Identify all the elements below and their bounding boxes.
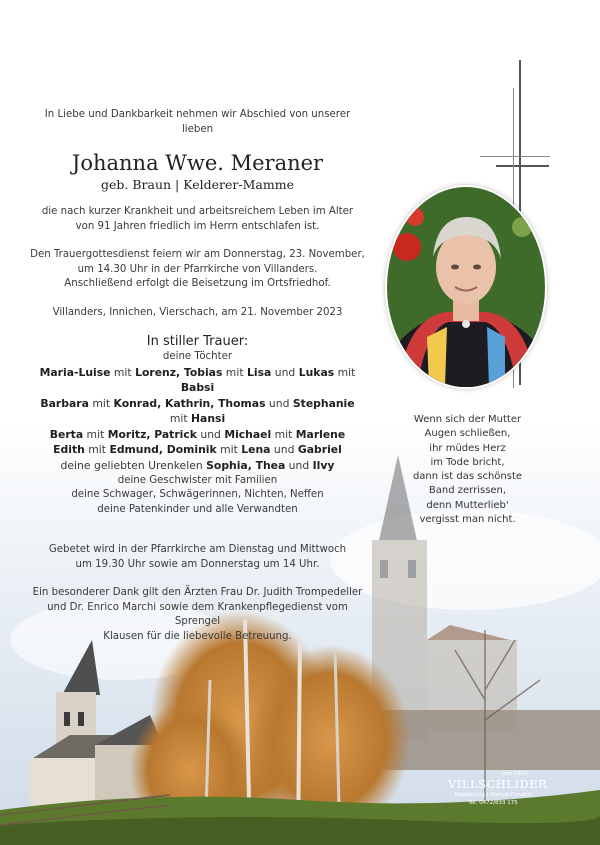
family-line	[30, 442, 365, 458]
quote-line: dann ist das schönste	[412, 471, 523, 483]
family-name: Babsi	[180, 381, 215, 395]
family-name: Konrad, Kathrin, Thomas	[113, 396, 266, 410]
family-connector: mit	[83, 427, 108, 441]
family-line	[30, 427, 365, 443]
family-connector: mit	[222, 365, 247, 379]
service-text-line: um 14.30 Uhr in der Pfarrkirche von Villanders.	[77, 263, 318, 275]
family-connector: mit	[88, 396, 114, 410]
quote-line: vergisst man nicht.	[419, 514, 516, 526]
other-mourner: deine Patenkinder und alle Verwandten	[97, 503, 298, 515]
thanks-text-line: Ein besonderer Dank gilt den Ärzten Frau Dr. Judith Trompedeller	[32, 587, 363, 599]
quote-line: Band zerrissen,	[428, 485, 507, 497]
family-name: Lena	[241, 443, 271, 457]
family-name: Sophia, Thea	[206, 459, 286, 473]
family-connector: und	[285, 459, 313, 473]
death-text-line: von 91 Jahren friedlich im Herrn entschlafen ist.	[75, 220, 320, 232]
thanks-text	[30, 586, 365, 644]
birth-name: geb. Braun | Kelderer-Mamme	[101, 177, 294, 192]
place-date: Villanders, Innichen, Vierschach, am 21. November 2023	[52, 306, 343, 318]
quote-line: Wenn sich der Mutter	[413, 414, 522, 425]
thanks-text-line: Klausen für die liebevolle Betreuung.	[103, 630, 292, 642]
family-name: Michael	[224, 427, 272, 441]
family-name: Berta	[49, 427, 84, 441]
family-connector: und	[265, 396, 293, 410]
family-list	[30, 365, 365, 474]
family-name: Ilvy	[312, 459, 335, 473]
family-connector: und	[196, 427, 225, 441]
cross-horizontal-line	[496, 165, 549, 167]
portrait-illustration	[387, 187, 545, 387]
mourners-heading: In stiller Trauer:	[146, 334, 249, 349]
prayer-text-line: Gebetet wird in der Pfarrkirche am Dienstag und Mittwoch	[48, 544, 347, 556]
family-connector: und	[271, 365, 299, 379]
family-connector: mit	[216, 443, 242, 457]
family-name: Maria-Luise	[39, 365, 111, 379]
funeral-home-logo	[448, 771, 548, 807]
family-name: Stephanie	[292, 396, 355, 410]
quote-line: Augen schließen,	[424, 428, 511, 440]
family-name: Edith	[53, 443, 85, 457]
family-connector: mit	[271, 427, 296, 441]
obituary-text	[30, 108, 365, 644]
family-connector: und	[270, 443, 298, 457]
service-text-line: Anschließend erfolgt die Beisetzung im Ortsfriedhof.	[64, 278, 331, 289]
quote-line: ihr müdes Herz	[429, 442, 506, 454]
thanks-text-line: und Dr. Enrico Marchi sowie dem Krankenpflegedienst vom Sprengel	[47, 601, 348, 628]
deceased-name: Johanna Wwe. Meraner	[71, 151, 324, 175]
family-connector: deine geliebten Urenkelen	[60, 459, 207, 473]
service-text-line: Den Trauergottesdienst feiern wir am Donnerstag, 23. November,	[30, 249, 365, 260]
family-name: Lorenz, Tobias	[135, 365, 223, 379]
portrait-photo	[387, 187, 545, 387]
family-line	[30, 365, 365, 396]
family-name: Gabriel	[297, 443, 342, 457]
other-mourner: deine Geschwister mit Familien	[117, 474, 278, 486]
family-connector: mit	[110, 365, 136, 379]
logo-since: seit 1929	[502, 771, 528, 777]
logo-subtitle: Bestattung | Pompe Funebri	[454, 792, 532, 798]
mother-quote	[405, 413, 530, 527]
other-mourner: deine Schwager, Schwägerinnen, Nichten, Neffen	[71, 489, 324, 501]
death-text	[30, 205, 365, 234]
daughters-label: deine Töchter	[162, 351, 233, 362]
prayer-text-line: um 19.30 Uhr sowie am Donnerstag um 14 Uhr.	[75, 558, 320, 570]
family-connector: mit	[334, 365, 356, 379]
logo-brand: VILLSCHLIDER	[448, 777, 548, 791]
family-name: Marlene	[295, 427, 346, 441]
logo-phone: Tel. 0472/833 175	[468, 800, 518, 806]
family-name: Lukas	[298, 365, 335, 379]
quote-line: im Tode bricht,	[430, 456, 505, 468]
family-line	[30, 396, 365, 427]
family-name: Hansi	[191, 412, 226, 426]
family-connector: mit	[169, 412, 192, 426]
death-text-line: die nach kurzer Krankheit und arbeitsreichem Leben im Alter	[41, 206, 354, 217]
prayer-text	[30, 543, 365, 572]
intro-text: In Liebe und Dankbarkeit nehmen wir Abschied von unserer lieben	[44, 109, 351, 135]
family-line	[30, 458, 365, 474]
family-connector: mit	[84, 443, 110, 457]
service-text	[30, 248, 365, 292]
family-name: Lisa	[247, 365, 272, 379]
family-name: Edmund, Dominik	[109, 443, 217, 457]
family-name: Moritz, Patrick	[107, 427, 197, 441]
family-name: Barbara	[40, 396, 89, 410]
quote-line: denn Mutterlieb'	[426, 499, 509, 511]
cross-horizontal-line-thin	[480, 156, 550, 157]
